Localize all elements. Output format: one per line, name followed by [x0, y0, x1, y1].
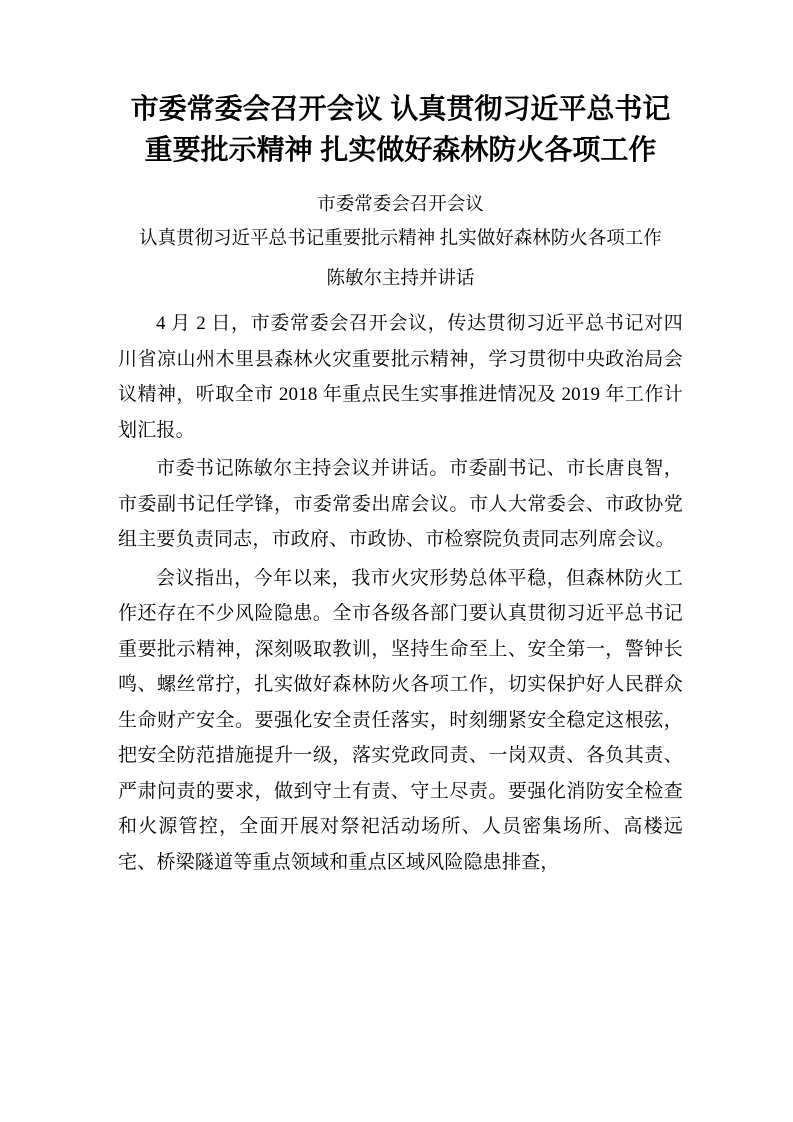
subtitle-block [118, 188, 683, 256]
subtitle-line-2: 认真贯彻习近平总书记重要批示精神 扎实做好森林防火各项工作 [139, 229, 662, 249]
body-paragraph-2: 市委书记陈敏尔主持会议并讲话。市委副书记、市长唐良智，市委副书记任学锋，市委常委出席会议。市人大常委会、市政协党组主要负责同志，市政府、市政协、市检察院负责同志列席会议。 [118, 458, 683, 550]
body-paragraph-3: 会议指出，今年以来，我市火灾形势总体平稳，但森林防火工作还存在不少风险隐患。全市各级各部门要认真贯彻习近平总书记重要批示精神，深刻吸取教训，坚持生命至上、安全第一，警钟长鸣、螺丝常拧，扎实做好森林防火各项工作，切实保护好人民群众生命财产安全。要强化安全责任落实，时刻绷紧安全稳定这根弦，把安全防范措施提升一级，落实党政同责、一岗双责、各负其责、严肃问责的要求，做到守土有责、守土尽责。要强化消防安全检查和火源管控，全面开展对祭祀活动场所、人员密集场所、高楼远宅、桥梁隧道等重点领域和重点区域风险隐患排查， [118, 567, 683, 873]
body-paragraph-1: 4 月 2 日，市委常委会召开会议，传达贯彻习近平总书记对四川省凉山州木里县森林火灾重要批示精神，学习贯彻中央政治局会议精神，听取全市 2018 年重点民生实事推进情况及 2019 年工作计划汇报。 [118, 313, 683, 441]
subtitle-line-1: 市委常委会召开会议 [317, 195, 484, 215]
speaker-line: 陈敏尔主持并讲话 [326, 269, 475, 289]
page-title: 市委常委会召开会议 认真贯彻习近平总书记重要批示精神 扎实做好森林防火各项工作 [130, 93, 671, 165]
